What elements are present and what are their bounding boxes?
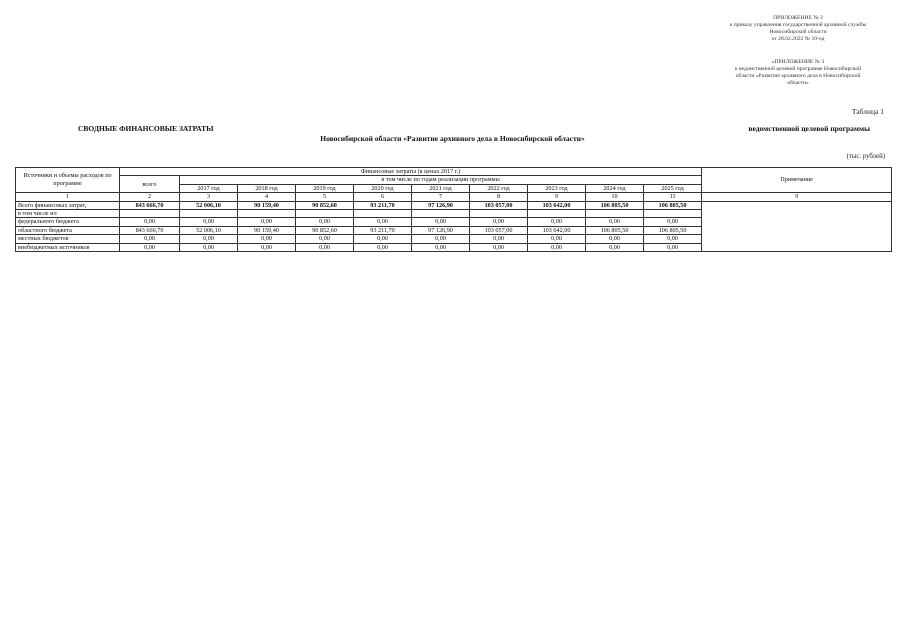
table-cell <box>412 210 470 218</box>
table-cell: 0,00 <box>296 235 354 243</box>
table-cell: 0,00 <box>412 235 470 243</box>
note-line: к приказу управления государственной архивной службы <box>729 22 867 29</box>
table-cell: 0,00 <box>528 235 586 243</box>
note-line: области» <box>787 80 809 87</box>
column-number: 3 <box>180 193 238 201</box>
table-cell: 90 159,40 <box>238 201 296 209</box>
appendix-2-note <box>678 15 905 43</box>
table-cell: 0,00 <box>180 243 238 251</box>
table-cell: 0,00 <box>644 243 702 251</box>
table-cell: 0,00 <box>354 218 412 226</box>
table-cell: 106 805,50 <box>644 226 702 234</box>
note-line: ПРИЛОЖЕНИЕ № 2 <box>773 15 823 21</box>
note-line: к ведомственной целевой программе Новосибирской <box>734 66 862 73</box>
header-row-1 <box>16 168 892 176</box>
units-label: (тыс. рублей) <box>846 153 885 160</box>
table-cell: 52 006,10 <box>180 226 238 234</box>
table-cell <box>180 210 238 218</box>
title-left: СВОДНЫЕ ФИНАНСОВЫЕ ЗАТРАТЫ <box>78 124 214 133</box>
table-cell: 103 642,00 <box>528 201 586 209</box>
table-cell: 0,00 <box>296 218 354 226</box>
table-cell <box>470 210 528 218</box>
table-cell: 0,00 <box>120 218 180 226</box>
note-line: от 28.02.2022 № 10-од <box>771 36 825 43</box>
note-line: области «Развитие архивного дела в Новосибирской <box>735 73 861 80</box>
table-cell: 0,00 <box>180 218 238 226</box>
table-cell: 0,00 <box>120 235 180 243</box>
table-cell: 0,00 <box>644 235 702 243</box>
column-number: 8 <box>470 193 528 201</box>
row-label: Всего финансовых затрат, <box>16 201 120 209</box>
year-header: 2025 год <box>644 184 702 192</box>
table-cell: 0,00 <box>586 243 644 251</box>
note-header: Примечание <box>702 168 892 193</box>
column-number: 2 <box>120 193 180 201</box>
year-header: 2018 год <box>238 184 296 192</box>
column-number: 11 <box>644 193 702 201</box>
table-cell <box>354 210 412 218</box>
table-cell: 0,00 <box>354 235 412 243</box>
table-cell: 0,00 <box>180 235 238 243</box>
column-number: 1 <box>16 193 120 201</box>
table-cell: 0,00 <box>586 235 644 243</box>
table-cell: 0,00 <box>238 218 296 226</box>
table-number: Таблица 1 <box>851 107 884 116</box>
table-cell: 0,00 <box>412 218 470 226</box>
table-cell: 90 159,40 <box>238 226 296 234</box>
table-cell: 843 666,70 <box>120 226 180 234</box>
table-cell <box>238 210 296 218</box>
year-header: 2022 год <box>470 184 528 192</box>
row-label: областного бюджета <box>16 226 120 234</box>
year-header: 2023 год <box>528 184 586 192</box>
note-cell <box>702 201 892 251</box>
table-cell: 0,00 <box>528 243 586 251</box>
year-header: 2020 год <box>354 184 412 192</box>
column-number: 5 <box>296 193 354 201</box>
table-cell: 0,00 <box>586 218 644 226</box>
column-numbers-row <box>16 193 892 201</box>
table-cell: 103 057,00 <box>470 226 528 234</box>
by-years-header: в том числе по годам реализации программы <box>180 176 702 184</box>
column-number: 6 <box>354 193 412 201</box>
row-label: внебюджетных источников <box>16 243 120 251</box>
year-header: 2017 год <box>180 184 238 192</box>
row-label: федерального бюджета <box>16 218 120 226</box>
table-cell: 93 211,70 <box>354 201 412 209</box>
note-line: Новосибирской области <box>769 29 827 36</box>
table-cell <box>296 210 354 218</box>
financial-costs-table <box>15 167 892 252</box>
table-cell: 106 805,50 <box>586 201 644 209</box>
table-cell: 93 211,70 <box>354 226 412 234</box>
fin-costs-header: Финансовые затраты (в ценах 2017 г.) <box>120 168 702 176</box>
table-cell: 103 642,00 <box>528 226 586 234</box>
year-header: 2024 год <box>586 184 644 192</box>
table-cell: 0,00 <box>470 243 528 251</box>
table-cell: 0,00 <box>120 243 180 251</box>
table-row <box>16 201 892 209</box>
table-cell: 0,00 <box>470 218 528 226</box>
table-cell <box>120 210 180 218</box>
column-number: 9 <box>528 193 586 201</box>
title-right: ведомственной целевой программы <box>748 124 870 133</box>
table-cell: 52 006,10 <box>180 201 238 209</box>
appendix-3-note <box>678 59 905 87</box>
table-cell: 0,00 <box>238 243 296 251</box>
year-header: 2019 год <box>296 184 354 192</box>
table-cell: 0,00 <box>238 235 296 243</box>
table-cell: 0,00 <box>470 235 528 243</box>
column-number: 9 <box>702 193 892 201</box>
year-header: 2021 год <box>412 184 470 192</box>
table-cell: 0,00 <box>644 218 702 226</box>
table-cell: 90 852,60 <box>296 226 354 234</box>
column-number: 4 <box>238 193 296 201</box>
title-center: Новосибирской области «Развитие архивного дела в Новосибирской области» <box>320 134 585 143</box>
table-cell <box>644 210 702 218</box>
table-cell: 0,00 <box>528 218 586 226</box>
table-cell <box>528 210 586 218</box>
table-cell: 106 805,50 <box>644 201 702 209</box>
table-cell: 843 666,70 <box>120 201 180 209</box>
column-number: 7 <box>412 193 470 201</box>
note-line: «ПРИЛОЖЕНИЕ № 3 <box>771 59 825 65</box>
row-label: местных бюджетов <box>16 235 120 243</box>
column-number: 10 <box>586 193 644 201</box>
table-cell: 0,00 <box>354 243 412 251</box>
table-cell: 97 126,90 <box>412 201 470 209</box>
table-cell: 103 057,00 <box>470 201 528 209</box>
table-cell <box>586 210 644 218</box>
row-label: в том числе из: <box>16 210 120 218</box>
total-header: всего <box>120 176 180 193</box>
table-cell: 0,00 <box>296 243 354 251</box>
sources-header: Источники и объемы расходов по программе <box>16 168 120 193</box>
table-cell: 106 805,50 <box>586 226 644 234</box>
table-cell: 0,00 <box>412 243 470 251</box>
table-cell: 97 126,90 <box>412 226 470 234</box>
table-cell: 90 852,60 <box>296 201 354 209</box>
